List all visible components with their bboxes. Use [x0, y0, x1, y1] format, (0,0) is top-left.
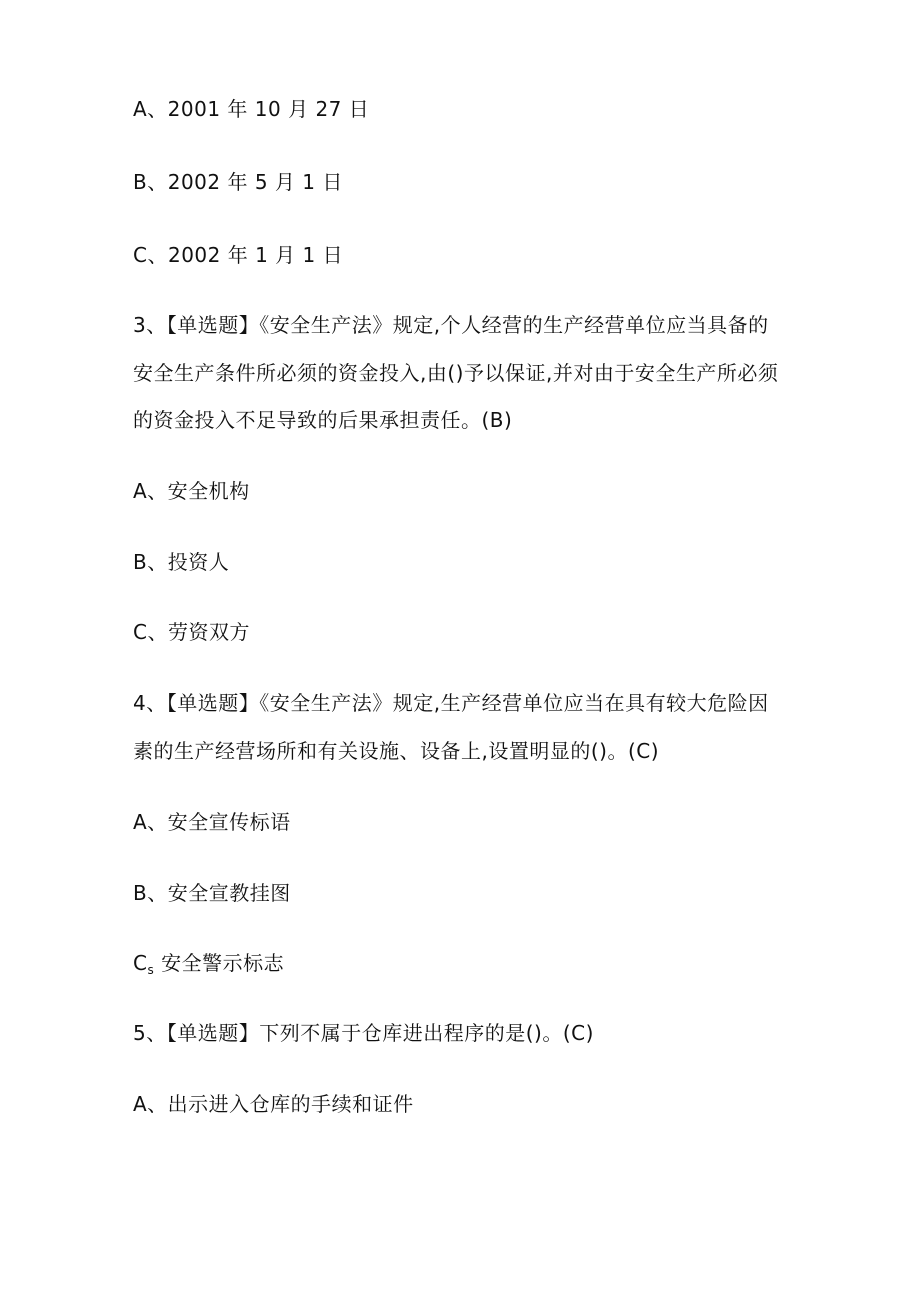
q3-question-line-1: 3、【单选题】《安全生产法》规定,个人经营的生产经营单位应当具备的: [133, 313, 769, 337]
q4-option-a: A、安全宣传标语: [133, 810, 291, 834]
q3-question-line-2: 安全生产条件所必须的资金投入,由()予以保证,并对由于安全生产所必须: [133, 361, 779, 385]
q3-option-b: B、投资人: [133, 550, 230, 574]
q4-option-c: [133, 949, 284, 984]
q3-question-line-3: 的资金投入不足导致的后果承担责任。(B): [133, 408, 513, 432]
q2-option-b: B、2002 年 5 月 1 日: [133, 170, 343, 194]
q5-question-line-1: 5、【单选题】下列不属于仓库进出程序的是()。(C): [133, 1021, 594, 1045]
q4-option-c-letter: C: [133, 951, 148, 975]
q2-option-c: C、2002 年 1 月 1 日: [133, 243, 344, 267]
q2-option-a: A、2001 年 10 月 27 日: [133, 97, 370, 121]
q3-option-a: A、安全机构: [133, 479, 250, 503]
q4-option-c-subscript: s: [147, 963, 155, 977]
q4-option-c-text: 安全警示标志: [161, 951, 285, 975]
q4-question-line-1: 4、【单选题】《安全生产法》规定,生产经营单位应当在具有较大危险因: [133, 691, 769, 715]
q3-option-c: C、劳资双方: [133, 620, 250, 644]
q4-question-line-2: 素的生产经营场所和有关设施、设备上,设置明显的()。(C): [133, 739, 660, 763]
q5-option-a: A、出示进入仓库的手续和证件: [133, 1092, 414, 1116]
q4-option-b: B、安全宣教挂图: [133, 881, 291, 905]
